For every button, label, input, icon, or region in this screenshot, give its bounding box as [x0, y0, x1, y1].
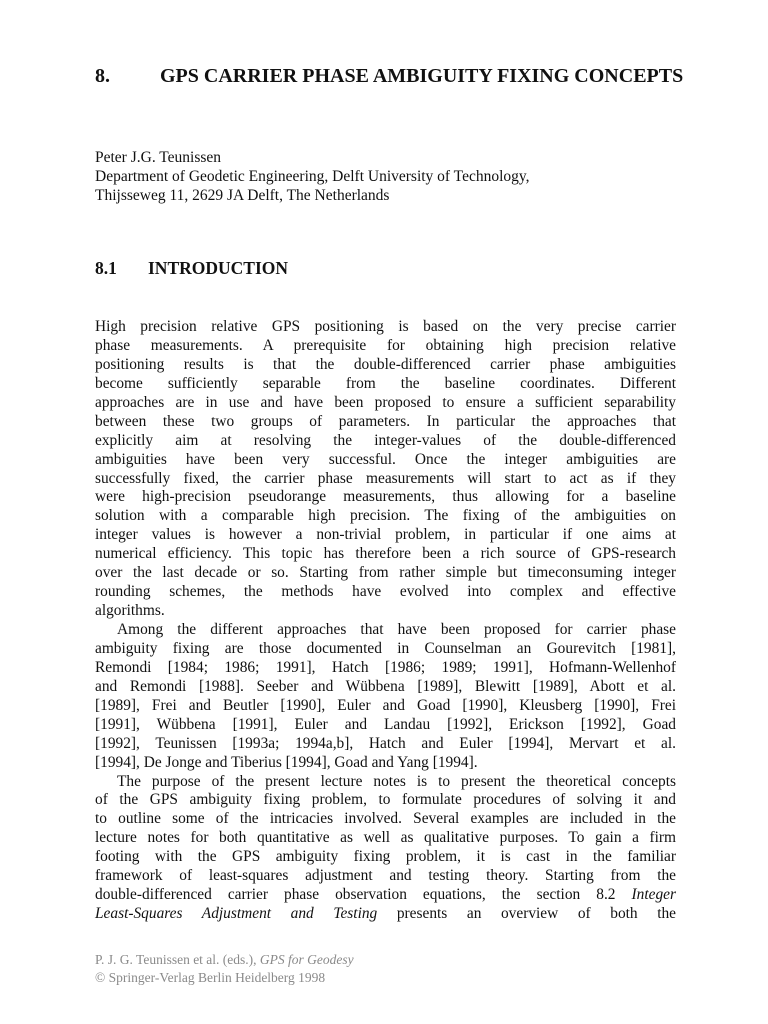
chapter-number: 8.	[95, 65, 110, 87]
section-title: INTRODUCTION	[148, 258, 289, 278]
body-line: algorithms.	[95, 602, 165, 620]
body-line: of the GPS ambiguity fixing problem, to formulate procedures of solving it and	[95, 791, 676, 809]
author-affiliation: Department of Geodetic Engineering, Delft University of Technology,	[95, 168, 530, 185]
body-line: solution with a comparable high precision. The fixing of the ambiguities on	[95, 507, 676, 525]
body-line: and Remondi [1988]. Seeber and Wübbena [1989], Blewitt [1989], Abott et al.	[95, 677, 676, 695]
body-line: High precision relative GPS positioning is based on the very precise carrier	[95, 318, 676, 335]
chapter-title: GPS CARRIER PHASE AMBIGUITY FIXING CONCEPTS	[160, 65, 684, 87]
body-line: [1992], Teunissen [1993a; 1994a,b], Hatch and Euler [1994], Mervart et al.	[95, 734, 676, 752]
footer-book-title: GPS for Geodesy	[259, 952, 354, 967]
body-line: were high-precision pseudorange measurements, thus allowing for a baseline	[95, 488, 676, 506]
footer-citation	[95, 951, 354, 969]
footer-editors: P. J. G. Teunissen et al. (eds.),	[95, 952, 260, 967]
body-line	[95, 905, 676, 924]
body-line: integer values is however a non-trivial problem, in particular if one aims at	[95, 526, 676, 544]
body-line: The purpose of the present lecture notes is to present the theoretical concepts	[117, 772, 676, 790]
body-line-text: presents an overview of both the	[377, 905, 677, 923]
italic-section-name: Least-Squares Adjustment and Testing	[95, 905, 378, 923]
body-line: over the last decade or so. Starting from rather simple but timeconsuming integer	[95, 564, 676, 582]
body-line: explicitly aim at resolving the integer-values of the double-differenced	[95, 431, 676, 449]
body-line: Among the different approaches that have been proposed for carrier phase	[117, 621, 676, 638]
body-line: [1994], De Jonge and Tiberius [1994], Goad and Yang [1994].	[95, 753, 478, 771]
body-line: approaches are in use and have been proposed to ensure a sufficient separability	[95, 393, 676, 411]
body-line: framework of least-squares adjustment and testing theory. Starting from the	[95, 867, 676, 885]
section-heading	[95, 258, 289, 279]
footer-copyright: © Springer-Verlag Berlin Heidelberg 1998	[95, 970, 326, 985]
body-line: ambiguities have been very successful. Once the integer ambiguities are	[95, 450, 676, 468]
body-line: positioning results is that the double-differenced carrier phase ambiguities	[95, 355, 676, 373]
body-line: successfully fixed, the carrier phase measurements will start to act as if they	[95, 469, 676, 487]
author-name: Peter J.G. Teunissen	[95, 149, 222, 166]
body-line: ambiguity fixing are those documented in Counselman an Gourevitch [1981],	[95, 639, 676, 657]
body-line-text: double-differenced carrier phase observation equations, the section 8.2	[95, 886, 616, 904]
italic-section-name: Integer	[631, 886, 676, 904]
body-line: phase measurements. A prerequisite for obtaining high precision relative	[95, 336, 676, 354]
author-block	[95, 148, 530, 205]
body-text	[95, 318, 676, 924]
body-line: lecture notes for both quantitative as well as qualitative purposes. To gain a firm	[95, 829, 676, 847]
body-line: [1989], Frei and Beutler [1990], Euler and Goad [1990], Kleusberg [1990], Frei	[95, 696, 676, 714]
body-line: rounding schemes, the methods have evolved into complex and effective	[95, 583, 676, 601]
body-line: between these two groups of parameters. In particular the approaches that	[95, 412, 676, 430]
body-line	[95, 886, 676, 905]
body-line: numerical efficiency. This topic has therefore been a rich source of GPS-research	[95, 545, 676, 563]
body-line: [1991], Wübbena [1991], Euler and Landau [1992], Erickson [1992], Goad	[95, 715, 676, 733]
body-line: become sufficiently separable from the baseline coordinates. Different	[95, 374, 676, 392]
body-line: footing with the GPS ambiguity fixing problem, it is cast in the familiar	[95, 848, 676, 866]
body-line: to outline some of the intricacies involved. Several examples are included in the	[95, 810, 676, 828]
author-address: Thijsseweg 11, 2629 JA Delft, The Netherlands	[95, 187, 390, 204]
publication-footer	[95, 951, 354, 987]
section-number: 8.1	[95, 258, 117, 278]
body-line: Remondi [1984; 1986; 1991], Hatch [1986; 1989; 1991], Hofmann-Wellenhof	[95, 658, 676, 676]
